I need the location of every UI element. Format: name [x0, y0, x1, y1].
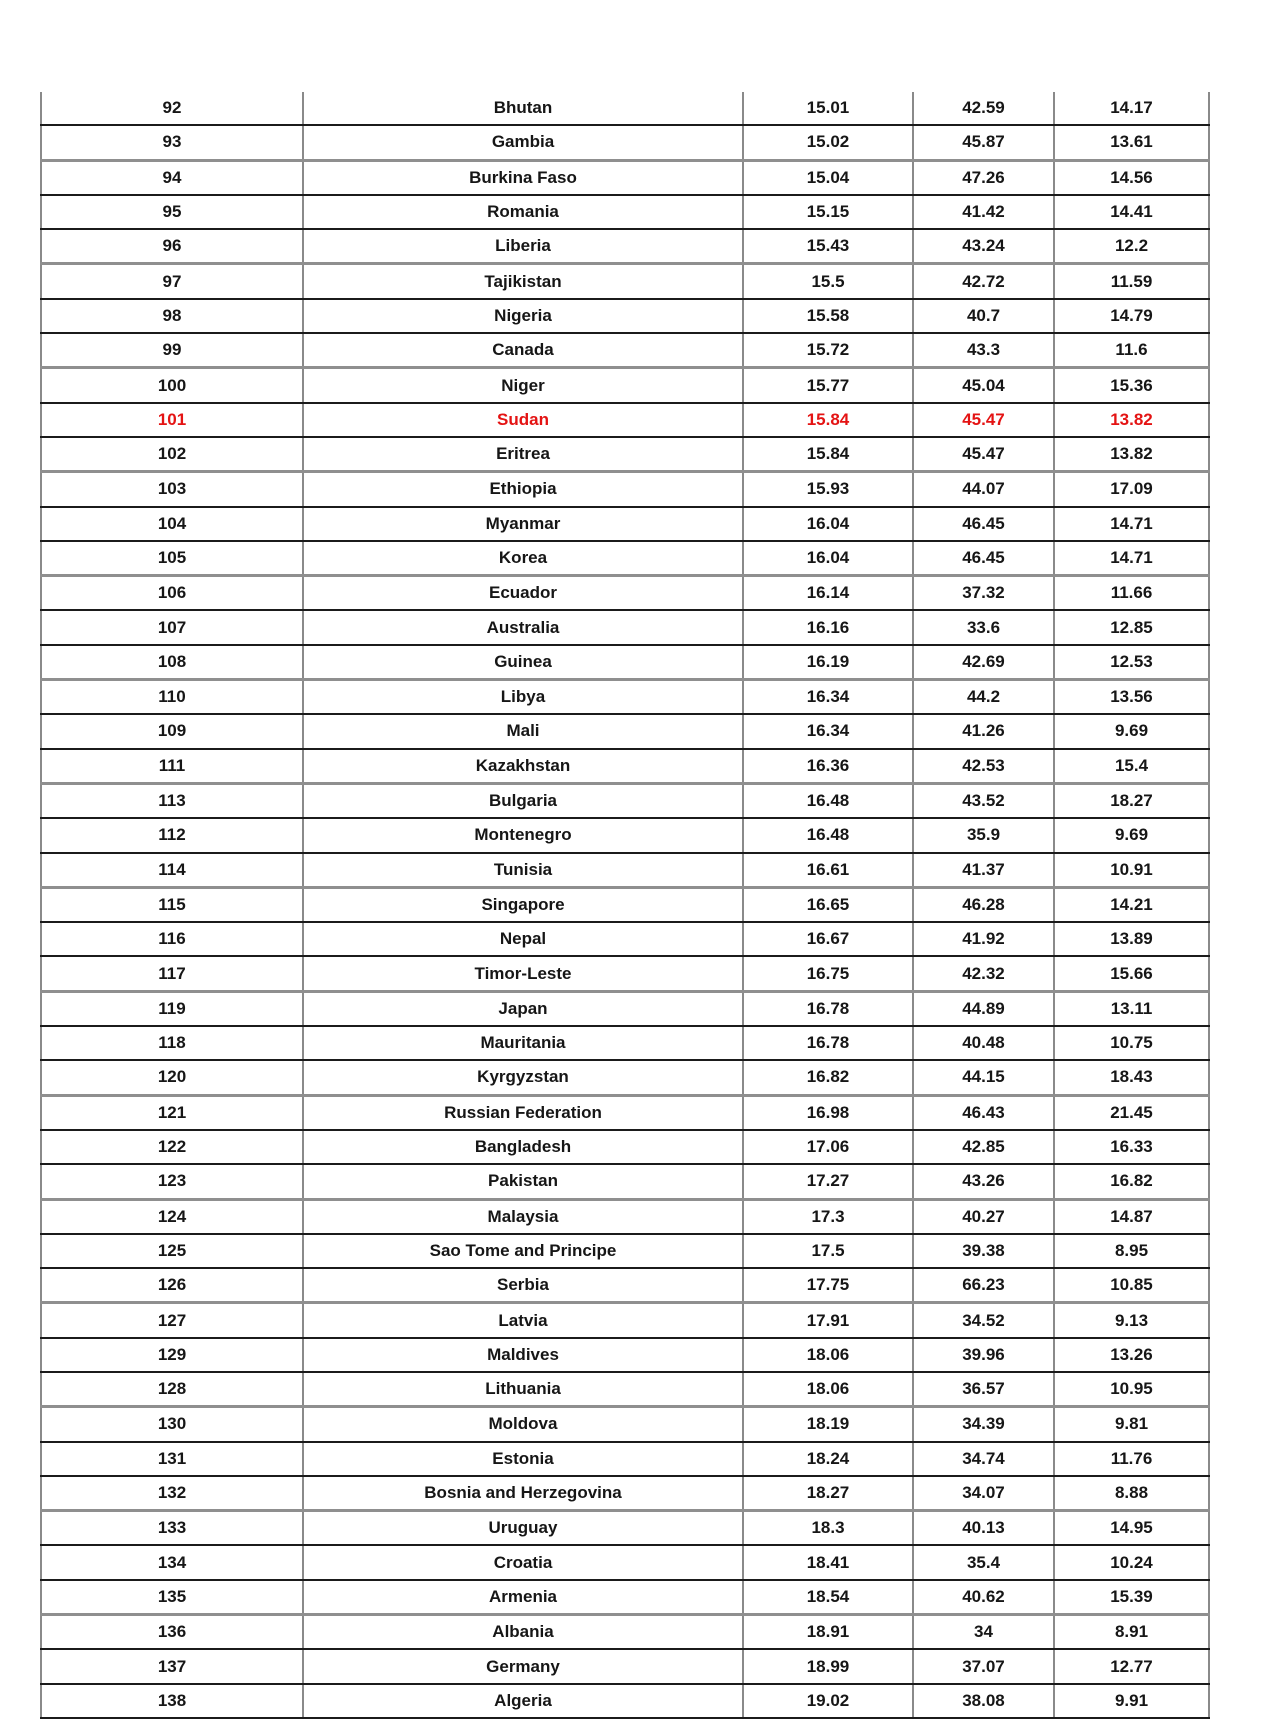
rank-cell: 133 [41, 1511, 303, 1546]
value-3-cell: 13.82 [1054, 403, 1209, 437]
country-cell: Montenegro [303, 818, 743, 852]
table-row [41, 1199, 1209, 1234]
table-row [41, 956, 1209, 991]
table-row [41, 160, 1209, 195]
value-2-cell: 39.96 [913, 1338, 1054, 1372]
rank-cell: 125 [41, 1234, 303, 1268]
value-3-cell: 14.56 [1054, 160, 1209, 195]
value-3-cell: 10.91 [1054, 853, 1209, 888]
table-row [41, 783, 1209, 818]
rank-cell: 104 [41, 507, 303, 541]
value-2-cell: 41.92 [913, 922, 1054, 956]
value-1-cell: 18.41 [743, 1545, 913, 1579]
rank-cell: 121 [41, 1095, 303, 1130]
table-row [41, 887, 1209, 922]
value-1-cell: 16.82 [743, 1060, 913, 1095]
value-2-cell: 42.72 [913, 264, 1054, 299]
value-2-cell: 41.42 [913, 195, 1054, 229]
rank-cell: 122 [41, 1130, 303, 1164]
country-cell: Tunisia [303, 853, 743, 888]
value-1-cell: 16.67 [743, 922, 913, 956]
value-3-cell: 14.79 [1054, 299, 1209, 333]
value-2-cell: 42.59 [913, 92, 1054, 125]
value-1-cell: 16.75 [743, 956, 913, 991]
table-row [41, 1234, 1209, 1268]
country-cell: Bhutan [303, 92, 743, 125]
value-2-cell: 45.87 [913, 125, 1054, 160]
value-2-cell: 40.27 [913, 1199, 1054, 1234]
value-2-cell: 43.52 [913, 783, 1054, 818]
value-3-cell: 9.91 [1054, 1684, 1209, 1718]
table-row [41, 229, 1209, 264]
value-3-cell: 21.45 [1054, 1095, 1209, 1130]
country-cell: Albania [303, 1615, 743, 1650]
value-3-cell: 13.56 [1054, 680, 1209, 715]
table-row [41, 333, 1209, 368]
value-3-cell: 16.82 [1054, 1164, 1209, 1199]
table-row [41, 991, 1209, 1026]
value-3-cell: 15.4 [1054, 749, 1209, 784]
value-2-cell: 34.39 [913, 1407, 1054, 1442]
value-3-cell: 9.69 [1054, 714, 1209, 748]
country-cell: Singapore [303, 887, 743, 922]
value-3-cell: 9.13 [1054, 1303, 1209, 1338]
table-row [41, 610, 1209, 644]
rank-cell: 127 [41, 1303, 303, 1338]
country-cell: Maldives [303, 1338, 743, 1372]
value-1-cell: 15.01 [743, 92, 913, 125]
value-2-cell: 46.28 [913, 887, 1054, 922]
value-1-cell: 16.65 [743, 887, 913, 922]
value-3-cell: 10.75 [1054, 1026, 1209, 1060]
table-row [41, 1130, 1209, 1164]
value-3-cell: 13.61 [1054, 125, 1209, 160]
value-2-cell: 46.43 [913, 1095, 1054, 1130]
value-3-cell: 14.95 [1054, 1511, 1209, 1546]
value-3-cell: 11.6 [1054, 333, 1209, 368]
value-2-cell: 44.89 [913, 991, 1054, 1026]
table-row [41, 922, 1209, 956]
table-row [41, 92, 1209, 125]
value-1-cell: 16.14 [743, 576, 913, 611]
value-2-cell: 40.13 [913, 1511, 1054, 1546]
country-cell: Canada [303, 333, 743, 368]
rank-cell: 105 [41, 541, 303, 576]
value-1-cell: 15.93 [743, 472, 913, 507]
value-1-cell: 18.27 [743, 1476, 913, 1511]
rank-cell: 116 [41, 922, 303, 956]
rank-cell: 94 [41, 160, 303, 195]
value-1-cell: 15.5 [743, 264, 913, 299]
country-cell: Latvia [303, 1303, 743, 1338]
rank-cell: 118 [41, 1026, 303, 1060]
country-cell: Lithuania [303, 1372, 743, 1407]
value-1-cell: 16.04 [743, 507, 913, 541]
value-3-cell: 14.87 [1054, 1199, 1209, 1234]
rank-cell: 134 [41, 1545, 303, 1579]
country-cell: Sudan [303, 403, 743, 437]
table-row [41, 195, 1209, 229]
value-3-cell: 17.09 [1054, 472, 1209, 507]
value-2-cell: 42.32 [913, 956, 1054, 991]
rank-cell: 126 [41, 1268, 303, 1303]
value-1-cell: 15.58 [743, 299, 913, 333]
value-1-cell: 15.84 [743, 437, 913, 472]
value-3-cell: 11.66 [1054, 576, 1209, 611]
country-cell: Pakistan [303, 1164, 743, 1199]
value-3-cell: 12.2 [1054, 229, 1209, 264]
table-row [41, 645, 1209, 680]
country-cell: Korea [303, 541, 743, 576]
country-cell: Nepal [303, 922, 743, 956]
rank-cell: 119 [41, 991, 303, 1026]
value-3-cell: 13.82 [1054, 437, 1209, 472]
rank-cell: 129 [41, 1338, 303, 1372]
value-3-cell: 12.53 [1054, 645, 1209, 680]
value-3-cell: 15.39 [1054, 1580, 1209, 1615]
value-2-cell: 41.26 [913, 714, 1054, 748]
table-row [41, 1164, 1209, 1199]
value-1-cell: 16.34 [743, 714, 913, 748]
country-cell: Serbia [303, 1268, 743, 1303]
value-1-cell: 16.78 [743, 991, 913, 1026]
value-2-cell: 34.07 [913, 1476, 1054, 1511]
value-1-cell: 19.02 [743, 1684, 913, 1718]
value-3-cell: 11.59 [1054, 264, 1209, 299]
table-row [41, 403, 1209, 437]
country-cell: Malaysia [303, 1199, 743, 1234]
table-row [41, 1026, 1209, 1060]
rank-cell: 113 [41, 783, 303, 818]
country-cell: Bulgaria [303, 783, 743, 818]
rank-cell: 112 [41, 818, 303, 852]
value-2-cell: 45.47 [913, 403, 1054, 437]
table-row [41, 1060, 1209, 1095]
value-3-cell: 14.41 [1054, 195, 1209, 229]
country-cell: Tajikistan [303, 264, 743, 299]
table-row [41, 368, 1209, 403]
rank-cell: 124 [41, 1199, 303, 1234]
rank-cell: 128 [41, 1372, 303, 1407]
country-cell: Myanmar [303, 507, 743, 541]
value-2-cell: 45.47 [913, 437, 1054, 472]
rank-cell: 99 [41, 333, 303, 368]
value-2-cell: 44.15 [913, 1060, 1054, 1095]
country-rankings-table [40, 92, 1210, 1719]
value-1-cell: 15.84 [743, 403, 913, 437]
country-cell: Guinea [303, 645, 743, 680]
value-1-cell: 16.78 [743, 1026, 913, 1060]
value-3-cell: 15.66 [1054, 956, 1209, 991]
value-3-cell: 15.36 [1054, 368, 1209, 403]
rank-cell: 111 [41, 749, 303, 784]
value-1-cell: 15.04 [743, 160, 913, 195]
rank-cell: 117 [41, 956, 303, 991]
rank-cell: 132 [41, 1476, 303, 1511]
rank-cell: 96 [41, 229, 303, 264]
value-2-cell: 42.69 [913, 645, 1054, 680]
value-1-cell: 18.54 [743, 1580, 913, 1615]
table-row [41, 1372, 1209, 1407]
value-2-cell: 46.45 [913, 541, 1054, 576]
value-1-cell: 16.61 [743, 853, 913, 888]
value-1-cell: 15.43 [743, 229, 913, 264]
table-row [41, 1268, 1209, 1303]
value-3-cell: 14.71 [1054, 507, 1209, 541]
value-2-cell: 34 [913, 1615, 1054, 1650]
value-1-cell: 17.27 [743, 1164, 913, 1199]
country-cell: Armenia [303, 1580, 743, 1615]
rank-cell: 103 [41, 472, 303, 507]
value-1-cell: 18.06 [743, 1372, 913, 1407]
value-3-cell: 8.88 [1054, 1476, 1209, 1511]
value-2-cell: 43.26 [913, 1164, 1054, 1199]
country-cell: Ethiopia [303, 472, 743, 507]
rank-cell: 120 [41, 1060, 303, 1095]
value-3-cell: 18.43 [1054, 1060, 1209, 1095]
country-cell: Gambia [303, 125, 743, 160]
table-row [41, 1407, 1209, 1442]
value-3-cell: 8.91 [1054, 1615, 1209, 1650]
table-row [41, 472, 1209, 507]
value-2-cell: 35.9 [913, 818, 1054, 852]
country-cell: Ecuador [303, 576, 743, 611]
value-3-cell: 12.77 [1054, 1649, 1209, 1683]
table-row [41, 507, 1209, 541]
country-cell: Australia [303, 610, 743, 644]
rank-cell: 102 [41, 437, 303, 472]
value-2-cell: 40.7 [913, 299, 1054, 333]
rank-cell: 108 [41, 645, 303, 680]
value-1-cell: 17.06 [743, 1130, 913, 1164]
country-cell: Sao Tome and Principe [303, 1234, 743, 1268]
value-1-cell: 17.3 [743, 1199, 913, 1234]
value-2-cell: 33.6 [913, 610, 1054, 644]
rank-cell: 131 [41, 1442, 303, 1476]
value-3-cell: 13.26 [1054, 1338, 1209, 1372]
table-row [41, 541, 1209, 576]
value-2-cell: 41.37 [913, 853, 1054, 888]
rank-cell: 101 [41, 403, 303, 437]
table-row [41, 714, 1209, 748]
value-1-cell: 18.91 [743, 1615, 913, 1650]
value-2-cell: 40.48 [913, 1026, 1054, 1060]
value-2-cell: 39.38 [913, 1234, 1054, 1268]
value-2-cell: 44.07 [913, 472, 1054, 507]
value-3-cell: 10.95 [1054, 1372, 1209, 1407]
table-row [41, 1442, 1209, 1476]
rank-cell: 123 [41, 1164, 303, 1199]
country-cell: Germany [303, 1649, 743, 1683]
rank-cell: 130 [41, 1407, 303, 1442]
country-cell: Burkina Faso [303, 160, 743, 195]
table-row [41, 1303, 1209, 1338]
rank-cell: 109 [41, 714, 303, 748]
value-3-cell: 9.69 [1054, 818, 1209, 852]
table-row [41, 1545, 1209, 1579]
value-2-cell: 35.4 [913, 1545, 1054, 1579]
table-row [41, 818, 1209, 852]
value-2-cell: 34.74 [913, 1442, 1054, 1476]
rankings-table-body [41, 92, 1209, 1718]
table-row [41, 125, 1209, 160]
value-2-cell: 37.32 [913, 576, 1054, 611]
value-2-cell: 34.52 [913, 1303, 1054, 1338]
value-2-cell: 43.3 [913, 333, 1054, 368]
value-1-cell: 15.15 [743, 195, 913, 229]
value-1-cell: 17.5 [743, 1234, 913, 1268]
value-1-cell: 15.72 [743, 333, 913, 368]
rank-cell: 115 [41, 887, 303, 922]
country-cell: Estonia [303, 1442, 743, 1476]
value-3-cell: 9.81 [1054, 1407, 1209, 1442]
value-3-cell: 11.76 [1054, 1442, 1209, 1476]
value-1-cell: 16.19 [743, 645, 913, 680]
country-cell: Romania [303, 195, 743, 229]
rank-cell: 135 [41, 1580, 303, 1615]
value-1-cell: 15.77 [743, 368, 913, 403]
value-3-cell: 10.85 [1054, 1268, 1209, 1303]
value-3-cell: 16.33 [1054, 1130, 1209, 1164]
table-row [41, 264, 1209, 299]
rank-cell: 107 [41, 610, 303, 644]
value-2-cell: 43.24 [913, 229, 1054, 264]
value-3-cell: 14.71 [1054, 541, 1209, 576]
value-1-cell: 18.06 [743, 1338, 913, 1372]
value-1-cell: 16.48 [743, 818, 913, 852]
value-3-cell: 14.21 [1054, 887, 1209, 922]
rank-cell: 114 [41, 853, 303, 888]
value-1-cell: 18.3 [743, 1511, 913, 1546]
value-2-cell: 42.53 [913, 749, 1054, 784]
table-row [41, 1684, 1209, 1718]
value-1-cell: 18.19 [743, 1407, 913, 1442]
value-1-cell: 18.24 [743, 1442, 913, 1476]
rank-cell: 110 [41, 680, 303, 715]
value-3-cell: 14.17 [1054, 92, 1209, 125]
value-1-cell: 16.34 [743, 680, 913, 715]
country-cell: Eritrea [303, 437, 743, 472]
country-cell: Liberia [303, 229, 743, 264]
table-row [41, 1476, 1209, 1511]
rank-cell: 136 [41, 1615, 303, 1650]
table-row [41, 1649, 1209, 1683]
country-cell: Kazakhstan [303, 749, 743, 784]
value-1-cell: 16.36 [743, 749, 913, 784]
country-cell: Niger [303, 368, 743, 403]
value-1-cell: 17.91 [743, 1303, 913, 1338]
country-cell: Moldova [303, 1407, 743, 1442]
value-2-cell: 44.2 [913, 680, 1054, 715]
table-row [41, 1095, 1209, 1130]
value-1-cell: 15.02 [743, 125, 913, 160]
rank-cell: 106 [41, 576, 303, 611]
table-row [41, 1580, 1209, 1615]
country-cell: Russian Federation [303, 1095, 743, 1130]
value-1-cell: 16.04 [743, 541, 913, 576]
value-1-cell: 16.16 [743, 610, 913, 644]
value-3-cell: 8.95 [1054, 1234, 1209, 1268]
country-cell: Mauritania [303, 1026, 743, 1060]
rank-cell: 138 [41, 1684, 303, 1718]
rank-cell: 93 [41, 125, 303, 160]
country-cell: Timor-Leste [303, 956, 743, 991]
country-cell: Mali [303, 714, 743, 748]
rank-cell: 100 [41, 368, 303, 403]
value-2-cell: 38.08 [913, 1684, 1054, 1718]
rank-cell: 137 [41, 1649, 303, 1683]
table-row [41, 680, 1209, 715]
value-2-cell: 42.85 [913, 1130, 1054, 1164]
value-2-cell: 66.23 [913, 1268, 1054, 1303]
table-row [41, 1615, 1209, 1650]
country-cell: Croatia [303, 1545, 743, 1579]
value-2-cell: 37.07 [913, 1649, 1054, 1683]
table-row [41, 749, 1209, 784]
table-row [41, 299, 1209, 333]
table-row [41, 1338, 1209, 1372]
value-1-cell: 17.75 [743, 1268, 913, 1303]
country-cell: Nigeria [303, 299, 743, 333]
value-3-cell: 10.24 [1054, 1545, 1209, 1579]
table-row [41, 853, 1209, 888]
rank-cell: 92 [41, 92, 303, 125]
value-1-cell: 16.98 [743, 1095, 913, 1130]
country-cell: Kyrgyzstan [303, 1060, 743, 1095]
rank-cell: 98 [41, 299, 303, 333]
country-cell: Bosnia and Herzegovina [303, 1476, 743, 1511]
value-3-cell: 18.27 [1054, 783, 1209, 818]
table-row [41, 1511, 1209, 1546]
country-cell: Libya [303, 680, 743, 715]
value-2-cell: 40.62 [913, 1580, 1054, 1615]
value-2-cell: 47.26 [913, 160, 1054, 195]
value-1-cell: 16.48 [743, 783, 913, 818]
value-1-cell: 18.99 [743, 1649, 913, 1683]
table-row [41, 576, 1209, 611]
value-2-cell: 46.45 [913, 507, 1054, 541]
value-3-cell: 13.11 [1054, 991, 1209, 1026]
value-3-cell: 12.85 [1054, 610, 1209, 644]
country-cell: Uruguay [303, 1511, 743, 1546]
table-row [41, 437, 1209, 472]
rank-cell: 95 [41, 195, 303, 229]
country-cell: Japan [303, 991, 743, 1026]
rank-cell: 97 [41, 264, 303, 299]
country-cell: Bangladesh [303, 1130, 743, 1164]
value-3-cell: 13.89 [1054, 922, 1209, 956]
value-2-cell: 45.04 [913, 368, 1054, 403]
country-cell: Algeria [303, 1684, 743, 1718]
value-2-cell: 36.57 [913, 1372, 1054, 1407]
